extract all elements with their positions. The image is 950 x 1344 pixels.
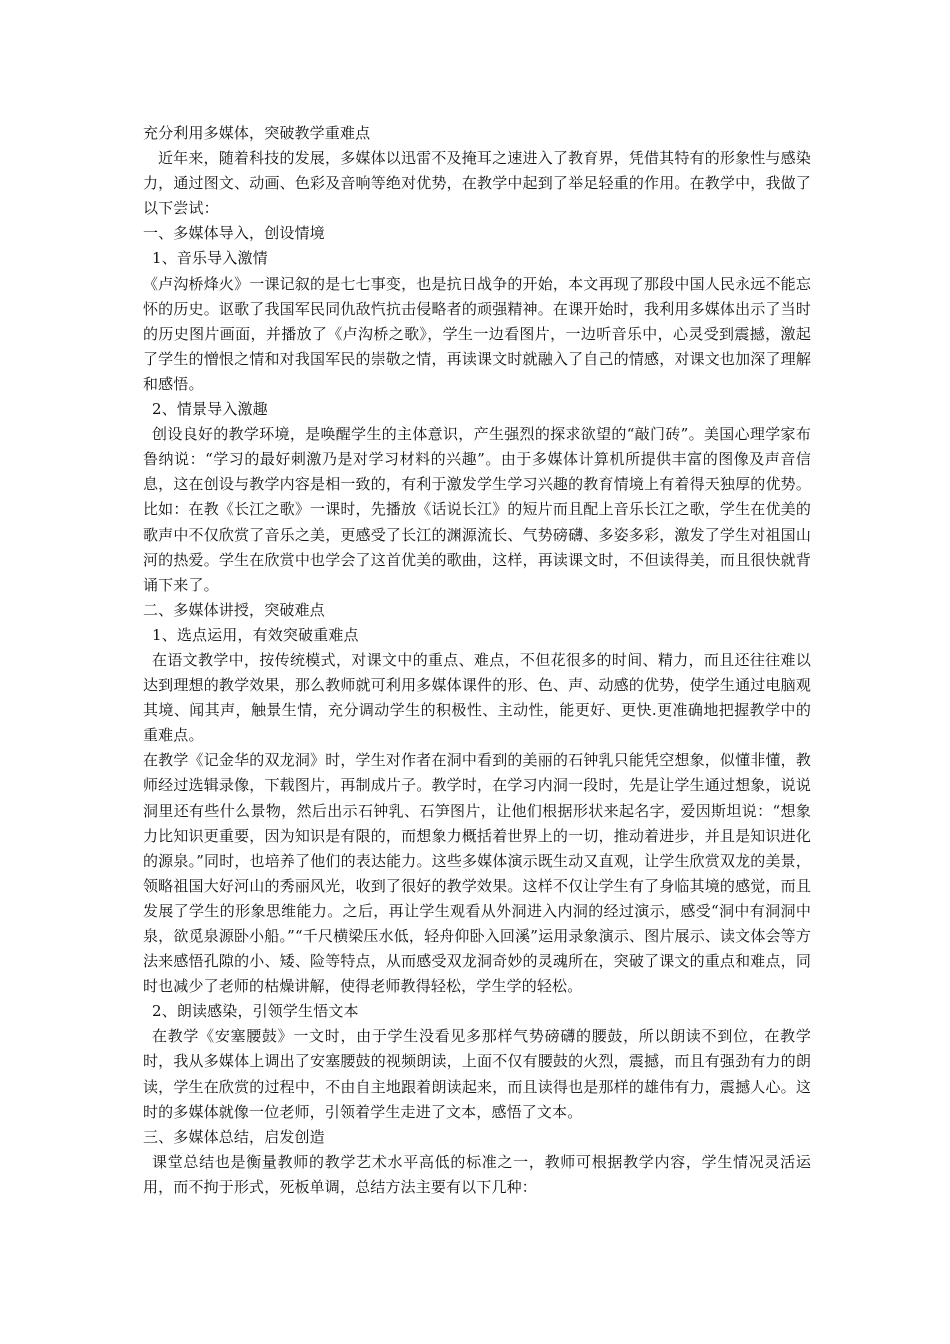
subsection-heading-1-1: 1、音乐导入激情	[152, 249, 268, 268]
section-heading-3: 三、多媒体总结，启发创造	[143, 1127, 325, 1146]
body-paragraph: 《卢沟桥烽火》一课记叙的是七七事变，也是抗日战争的开始，本文再现了那段中国人民永远不能忘怀的历史。讴歌了我国军民同仇敌忾抗击侵略者的顽强精神。在课开始时，我利用多媒体出示了当时的历史图片画面，并播放了《卢沟桥之歌》，学生一边看图片，一边听音乐中，心灵受到震撼，激起了学生的憎恨之情和对我国军民的崇敬之情，再读课文时就融入了自己的情感，对课文也加深了理解和感悟。	[143, 274, 811, 393]
body-paragraph: 在教学《安塞腰鼓》一文时，由于学生没看见多那样气势磅礴的腰鼓，所以朗读不到位，在教学时，我从多媒体上调出了安塞腰鼓的视频朗读，上面不仅有腰鼓的火烈，震撼，而且有强劲有力的朗读，学生在欣赏的过程中，不由自主地跟着朗读起来，而且读得也是那样的雄伟有力，震撼人心。这时的多媒体就像一位老师，引领着学生走进了文本，感悟了文本。	[143, 1027, 811, 1121]
body-paragraph: 在教学《记金华的双龙洞》时，学生对作者在洞中看到的美丽的石钟乳只能凭空想象，似懂非懂，教师经过选辑录像，下载图片，再制成片子。教学时，在学习内洞一段时，先是让学生通过想象，说说洞里还有些什么景物，然后出示石钟乳、石笋图片，让他们根据形状来起名字，爱因斯坦说：“想象力比知识更重要，因为知识是有限的，而想象力概括着世界上的一切，推动着进步，并且是知识进化的源泉。”同时，也培养了他们的表达能力。这些多媒体演示既生动又直观，让学生欣赏双龙的美景，领略祖国大好河山的秀丽风光，收到了很好的教学效果。这样不仅让学生有了身临其境的感觉，而且发展了学生的形象思维能力。之后，再让学生观看从外洞进入内洞的经过演示，感受“洞中有洞洞中泉，欲觅泉源卧小船。”“千尺横梁压水低，轻舟仰卧入回溪”运用录象演示、图片展示、读文体会等方法来感悟孔隙的小、矮、险等特点，从而感受双龙洞奇妙的灵魂所在，突破了课文的重点和难点，同时也减少了老师的枯燥讲解，使得老师教得轻松，学生学的轻松。	[143, 751, 811, 996]
subsection-heading-2-2: 2、朗读感染，引领学生悟文本	[152, 1002, 359, 1021]
section-heading-1: 一、多媒体导入，创设情境	[143, 224, 325, 243]
body-paragraph: 课堂总结也是衡量教师的教学艺术水平高低的标准之一，教师可根据教学内容，学生情况灵活运用，而不拘于形式，死板单调，总结方法主要有以下几种：	[143, 1152, 811, 1196]
body-paragraph: 创设良好的教学环境，是唤醒学生的主体意识，产生强烈的探求欲望的“敲门砖”。美国心理学家布鲁纳说：“学习的最好刺激乃是对学习材料的兴趣”。由于多媒体计算机所提供丰富的图像及声音信息，这在创设与教学内容是相一致的，有利于激发学生学习兴趣的教育情境上有着得天独厚的优势。比如：在教《长江之歌》一课时，先播放《话说长江》的短片而且配上音乐长江之歌，学生在优美的歌声中不仅欣赏了音乐之美，更感受了长江的渊源流长、气势磅礴、多姿多彩，激发了学生对祖国山河的热爱。学生在欣赏中也学会了这首优美的歌曲，这样，再读课文时，不但读得美，而且很快就背诵下来了。	[143, 425, 811, 594]
document-title: 充分利用多媒体，突破教学重难点	[143, 124, 371, 142]
intro-paragraph: 近年来，随着科技的发展，多媒体以迅雷不及掩耳之速进入了教育界，凭借其特有的形象性与感染力，通过图文、动画、色彩及音响等绝对优势，在教学中起到了举足轻重的作用。在教学中，我做了以下尝试：	[143, 149, 811, 218]
subsection-heading-2-1: 1、选点运用，有效突破重难点	[152, 625, 359, 644]
section-heading-2: 二、多媒体讲授，突破难点	[143, 600, 325, 619]
subsection-heading-1-2: 2、情景导入激趣	[152, 400, 268, 419]
document-page	[143, 121, 811, 1200]
body-paragraph: 在语文教学中，按传统模式，对课文中的重点、难点，不但花很多的时间、精力，而且还往往难以达到理想的教学效果，那么教师就可利用多媒体课件的形、色、声、动感的优势，使学生通过电脑观其境、闻其声，触景生情，充分调动学生的积极性、主动性，能更好、更快.更准确地把握教学中的重难点。	[143, 650, 811, 745]
